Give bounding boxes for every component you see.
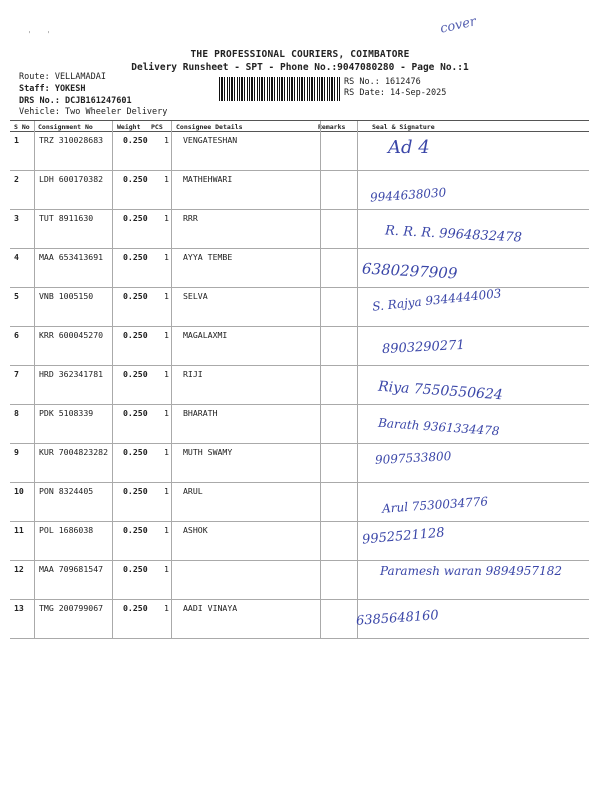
cell-consignee: MAGALAXMI: [183, 330, 228, 340]
handwritten-signature: Riya 7550550624: [377, 378, 504, 404]
cell-pcs: 1: [164, 213, 169, 223]
cell-consignment-no: KRR 600045270: [39, 330, 104, 340]
cell-pcs: 1: [164, 252, 169, 262]
cell-consignment-no: VNB 1005150: [39, 291, 94, 301]
table-top-border: [10, 120, 589, 121]
table-row: [10, 287, 589, 327]
cell-pcs: 1: [164, 525, 169, 535]
cell-weight: 0.250: [123, 174, 148, 184]
cell-weight: 0.250: [123, 603, 148, 613]
cell-sno: 2: [14, 174, 19, 184]
cell-weight: 0.250: [123, 408, 148, 418]
cell-sno: 8: [14, 408, 19, 418]
company-title: THE PROFESSIONAL COURIERS, COIMBATORE: [190, 49, 410, 60]
cell-weight: 0.250: [123, 447, 148, 457]
cell-sno: 4: [14, 252, 19, 262]
cell-pcs: 1: [164, 330, 169, 340]
cell-consignee: RIJI: [183, 369, 203, 379]
cell-consignee: ARUL: [183, 486, 203, 496]
cell-consignment-no: LDH 600170382: [39, 174, 104, 184]
cell-pcs: 1: [164, 135, 169, 145]
cell-consignee: BHARATH: [183, 408, 218, 418]
handwritten-signature: S. Rajya 9344444003: [371, 286, 503, 314]
cell-consignment-no: TMG 200799067: [39, 603, 104, 613]
cell-weight: 0.250: [123, 564, 148, 574]
handwritten-signature: 9952521128: [361, 525, 446, 548]
cell-pcs: 1: [164, 174, 169, 184]
cell-sno: 7: [14, 369, 19, 379]
cell-weight: 0.250: [123, 135, 148, 145]
table-row: [10, 599, 589, 639]
table-row: [10, 443, 589, 483]
cell-sno: 5: [14, 291, 19, 301]
table-row: [10, 131, 589, 171]
cell-consignment-no: TUT 8911630: [39, 213, 94, 223]
cell-consignment-no: POL 1686038: [39, 525, 94, 535]
rs-number: RS No.: 1612476: [344, 77, 421, 87]
cell-consignee: RRR: [183, 213, 198, 223]
barcode-image: [219, 77, 341, 101]
col-header-weight: Weight: [117, 123, 141, 131]
cell-consignment-no: MAA 709681547: [39, 564, 104, 574]
table-row: [10, 170, 589, 210]
table-row: [10, 326, 589, 366]
cell-consignment-no: PDK 5108339: [39, 408, 94, 418]
cell-consignee: SELVA: [183, 291, 208, 301]
cell-consignment-no: MAA 653413691: [39, 252, 104, 262]
handwritten-signature: 9097533800: [374, 449, 452, 467]
handwritten-signature: 6380297909: [361, 259, 458, 283]
handwritten-signature: Ad 4: [388, 137, 430, 158]
cell-sno: 11: [14, 525, 24, 535]
staff-label: Staff: YOKESH: [19, 84, 86, 94]
cell-sno: 10: [14, 486, 24, 496]
cell-weight: 0.250: [123, 252, 148, 262]
table-row: [10, 482, 589, 522]
cell-sno: 9: [14, 447, 19, 457]
col-header-sno: S No: [14, 123, 30, 131]
cell-pcs: 1: [164, 408, 169, 418]
cell-weight: 0.250: [123, 525, 148, 535]
cover-handwritten-note: cover: [438, 14, 478, 37]
vehicle-label: Vehicle: Two Wheeler Delivery: [19, 107, 168, 117]
cell-sno: 6: [14, 330, 19, 340]
col-header-pcs: PCS: [151, 123, 163, 131]
cell-pcs: 1: [164, 291, 169, 301]
table-row: [10, 404, 589, 444]
cell-weight: 0.250: [123, 330, 148, 340]
cell-consignment-no: HRD 362341781: [39, 369, 104, 379]
cell-weight: 0.250: [123, 291, 148, 301]
cell-consignee: AADI VINAYA: [183, 603, 238, 613]
cell-weight: 0.250: [123, 486, 148, 496]
stray-marks: ' ': [27, 30, 52, 39]
cell-weight: 0.250: [123, 369, 148, 379]
cell-consignment-no: PON 8324405: [39, 486, 94, 496]
runsheet-title: Delivery Runsheet - SPT - Phone No.:9047080280 - Page No.:1: [131, 62, 469, 73]
handwritten-signature: Arul 7530034776: [381, 494, 489, 516]
cell-pcs: 1: [164, 369, 169, 379]
cell-consignee: MATHEHWARI: [183, 174, 233, 184]
route-label: Route: VELLAMADAI: [19, 72, 106, 82]
table-row: [10, 248, 589, 288]
handwritten-signature: Barath 9361334478: [377, 415, 500, 439]
col-header-consignee: Consignee Details: [176, 123, 243, 131]
col-header-seal: Seal & Signature: [372, 123, 435, 131]
cell-consignee: MUTH SWAMY: [183, 447, 233, 457]
cell-pcs: 1: [164, 447, 169, 457]
table-row: [10, 521, 589, 561]
handwritten-signature: 9944638030: [369, 185, 447, 205]
cell-consignment-no: TRZ 310028683: [39, 135, 104, 145]
cell-consignee: AYYA TEMBE: [183, 252, 233, 262]
cell-consignment-no: KUR 7004823282: [39, 447, 109, 457]
cell-consignee: VENGATESHAN: [183, 135, 238, 145]
handwritten-signature: Paramesh waran 9894957182: [380, 564, 562, 578]
cell-consignee: ASHOK: [183, 525, 208, 535]
cell-sno: 13: [14, 603, 24, 613]
col-header-remarks: Remarks: [318, 123, 346, 131]
col-header-consignment: Consignment No: [38, 123, 93, 131]
handwritten-signature: 6385648160: [355, 608, 440, 629]
cell-sno: 3: [14, 213, 19, 223]
cell-sno: 1: [14, 135, 19, 145]
handwritten-signature: 8903290271: [381, 337, 466, 358]
drs-number: DRS No.: DCJB161247601: [19, 96, 132, 106]
cell-pcs: 1: [164, 603, 169, 613]
cell-sno: 12: [14, 564, 24, 574]
cell-pcs: 1: [164, 564, 169, 574]
cell-weight: 0.250: [123, 213, 148, 223]
cell-pcs: 1: [164, 486, 169, 496]
handwritten-signature: R. R. R. 9964832478: [384, 223, 523, 246]
rs-date: RS Date: 14-Sep-2025: [344, 88, 447, 98]
